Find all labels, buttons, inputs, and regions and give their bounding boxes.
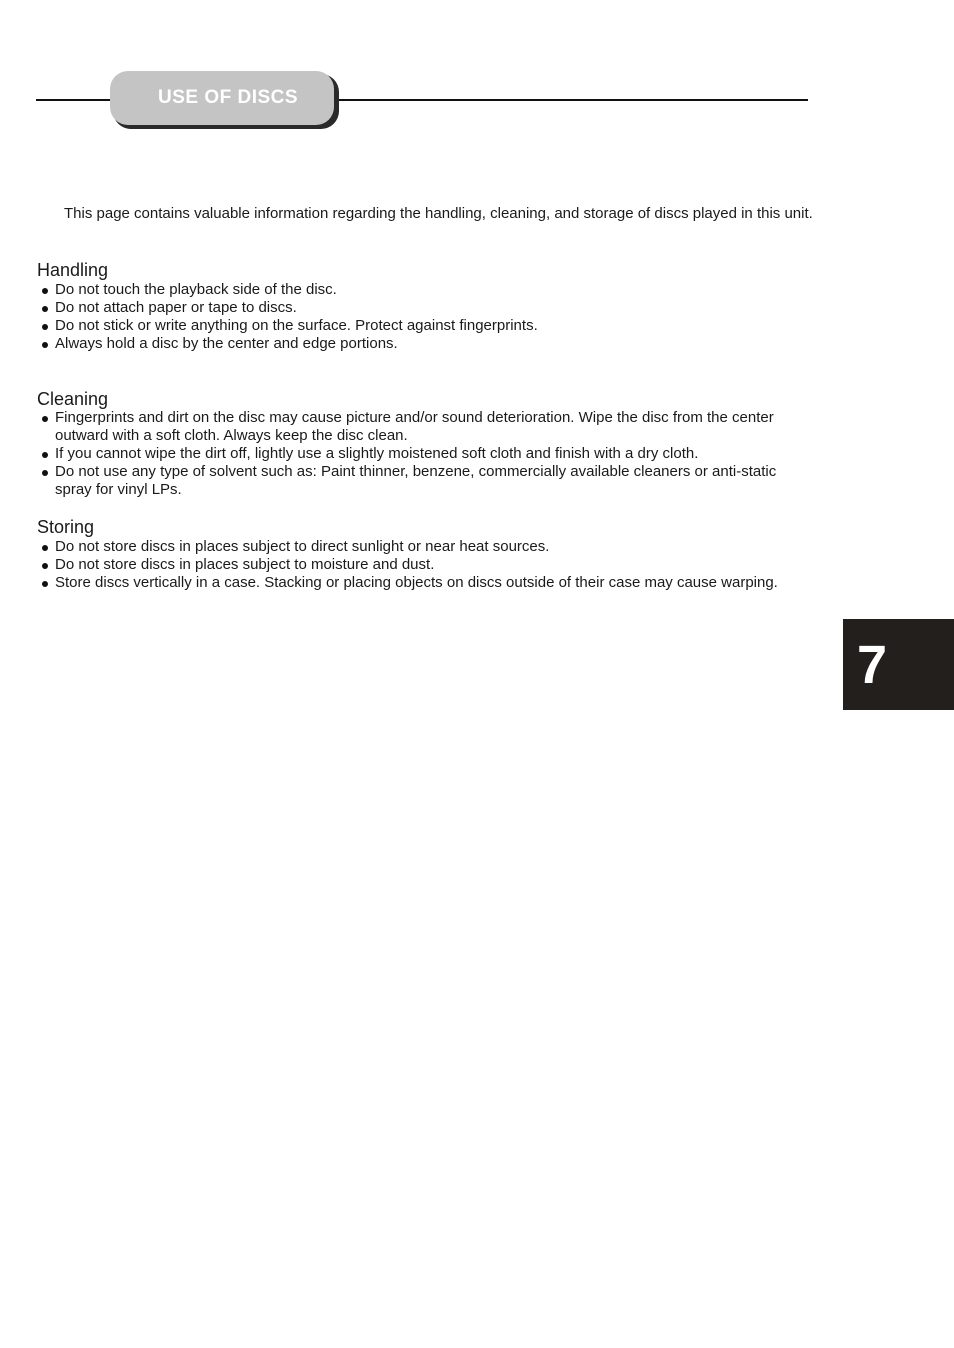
handling-list	[37, 281, 817, 353]
list-item: Fingerprints and dirt on the disc may cause picture and/or sound deterioration. Wipe the disc from the center outward with a soft cloth. Always keep the disc clean.	[37, 409, 817, 445]
bullet-icon	[42, 470, 48, 476]
bullet-icon	[42, 288, 48, 294]
bullet-icon	[42, 545, 48, 551]
header-tab	[110, 71, 334, 125]
section-title-handling: Handling	[37, 260, 109, 280]
bullet-icon	[42, 581, 48, 587]
section-title-cleaning: Cleaning	[37, 389, 109, 409]
bullet-icon	[42, 452, 48, 458]
list-item: Always hold a disc by the center and edge portions.	[37, 335, 817, 353]
section-title-storing: Storing	[37, 517, 95, 537]
list-item: Do not stick or write anything on the surface. Protect against fingerprints.	[37, 317, 817, 335]
list-item: Do not store discs in places subject to direct sunlight or near heat sources.	[37, 538, 817, 556]
cleaning-list	[37, 409, 817, 499]
list-item: If you cannot wipe the dirt off, lightly use a slightly moistened soft cloth and finish with a dry cloth.	[37, 445, 817, 463]
page-number-box	[843, 619, 954, 710]
list-item: Do not touch the playback side of the disc.	[37, 281, 817, 299]
intro-paragraph: This page contains valuable information regarding the handling, cleaning, and storage of discs played in this unit.	[64, 205, 813, 222]
bullet-icon	[42, 416, 48, 422]
storing-list	[37, 538, 817, 592]
bullet-icon	[42, 306, 48, 312]
bullet-icon	[42, 342, 48, 348]
bullet-icon	[42, 563, 48, 569]
list-item: Do not attach paper or tape to discs.	[37, 299, 817, 317]
list-item: Store discs vertically in a case. Stacking or placing objects on discs outside of their case may cause warping.	[37, 574, 817, 592]
bullet-icon	[42, 324, 48, 330]
page-title: USE OF DISCS	[158, 87, 299, 108]
list-item: Do not use any type of solvent such as: Paint thinner, benzene, commercially available cleaners or anti-static spray for vinyl LPs.	[37, 463, 817, 499]
header-rule-right	[330, 99, 808, 101]
header-rule-left	[36, 99, 116, 101]
page-number: 7	[857, 634, 888, 695]
list-item: Do not store discs in places subject to moisture and dust.	[37, 556, 817, 574]
